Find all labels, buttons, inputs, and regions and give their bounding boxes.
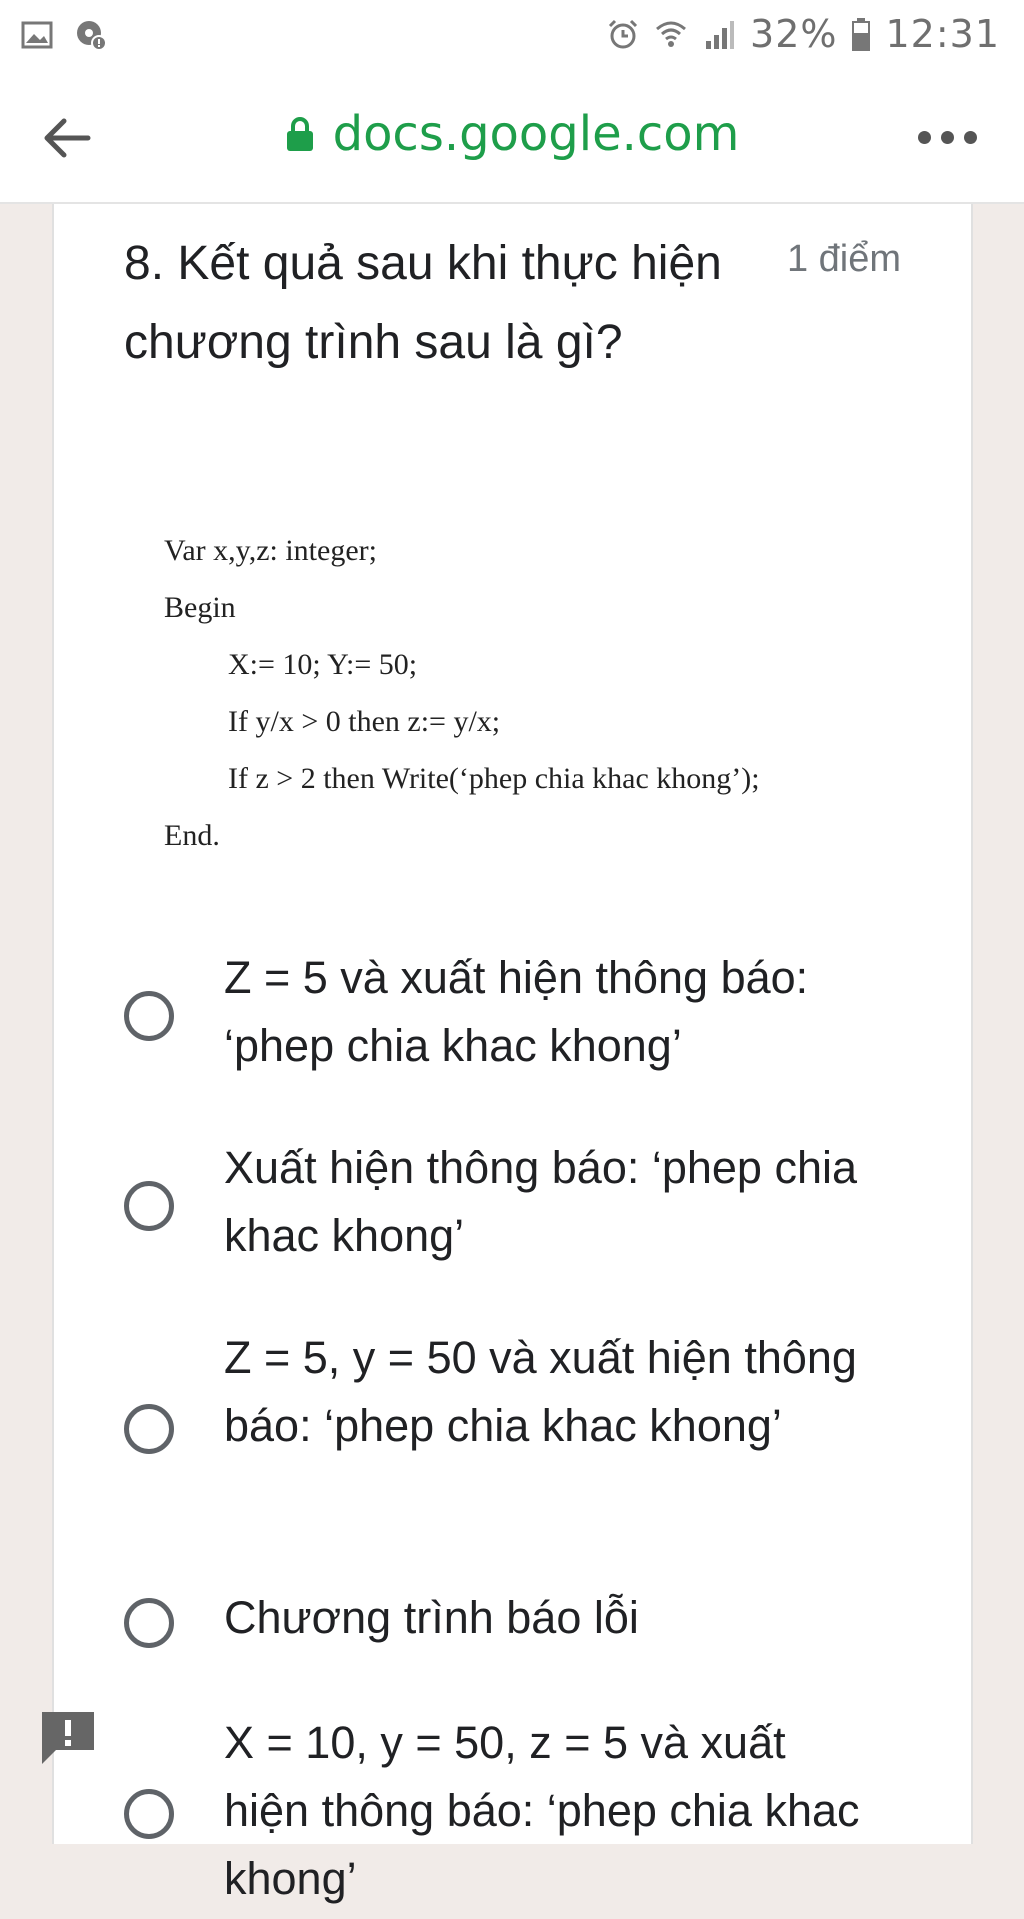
settings-notification-icon bbox=[74, 18, 108, 52]
status-bar bbox=[0, 0, 1024, 72]
code-image bbox=[164, 534, 884, 894]
option-label: Z = 5, y = 50 và xuất hiện thông báo: ‘phep chia khac khong’ bbox=[224, 1332, 857, 1451]
code-line: End. bbox=[164, 819, 220, 852]
answer-option-3[interactable] bbox=[124, 1324, 914, 1534]
answer-option-2[interactable] bbox=[124, 1134, 914, 1274]
radio-button[interactable] bbox=[124, 991, 174, 1041]
url-text: docs.google.com bbox=[332, 106, 740, 162]
radio-button[interactable] bbox=[124, 1181, 174, 1231]
code-line: X:= 10; Y:= 50; bbox=[228, 648, 418, 681]
lock-icon bbox=[285, 116, 315, 152]
wifi-icon bbox=[654, 17, 688, 51]
option-label: X = 10, y = 50, z = 5 và xuất hiện thông báo: ‘phep chia khac khong’ bbox=[224, 1717, 860, 1904]
alarm-icon bbox=[606, 17, 640, 51]
more-dots-icon[interactable] bbox=[918, 122, 982, 152]
answer-option-4[interactable] bbox=[124, 1584, 914, 1664]
code-line: Var x,y,z: integer; bbox=[164, 534, 377, 567]
answer-option-5[interactable] bbox=[124, 1709, 914, 1919]
answer-option-1[interactable] bbox=[124, 944, 914, 1084]
code-line: Begin bbox=[164, 591, 236, 624]
signal-icon bbox=[702, 17, 736, 51]
radio-button[interactable] bbox=[124, 1789, 174, 1839]
battery-icon bbox=[851, 17, 871, 51]
code-line: If y/x > 0 then z:= y/x; bbox=[228, 705, 501, 738]
address-bar[interactable] bbox=[285, 106, 740, 162]
code-line: If z > 2 then Write(‘phep chia khac khong’); bbox=[228, 762, 760, 795]
gallery-icon bbox=[20, 18, 54, 52]
option-label: Xuất hiện thông báo: ‘phep chia khac khong’ bbox=[224, 1142, 858, 1261]
option-label: Chương trình báo lỗi bbox=[224, 1592, 639, 1643]
clock: 12:31 bbox=[885, 12, 1000, 56]
browser-toolbar bbox=[0, 72, 1024, 204]
feedback-icon[interactable] bbox=[40, 1708, 96, 1768]
question-title: 8. Kết quả sau khi thực hiện chương trình sau là gì? bbox=[124, 237, 722, 369]
question-points: 1 điểm bbox=[786, 238, 901, 280]
question-card bbox=[52, 204, 973, 1904]
battery-percent: 32% bbox=[750, 12, 838, 56]
option-label: Z = 5 và xuất hiện thông báo: ‘phep chia khac khong’ bbox=[224, 952, 809, 1071]
radio-button[interactable] bbox=[124, 1598, 174, 1648]
radio-button[interactable] bbox=[124, 1404, 174, 1454]
